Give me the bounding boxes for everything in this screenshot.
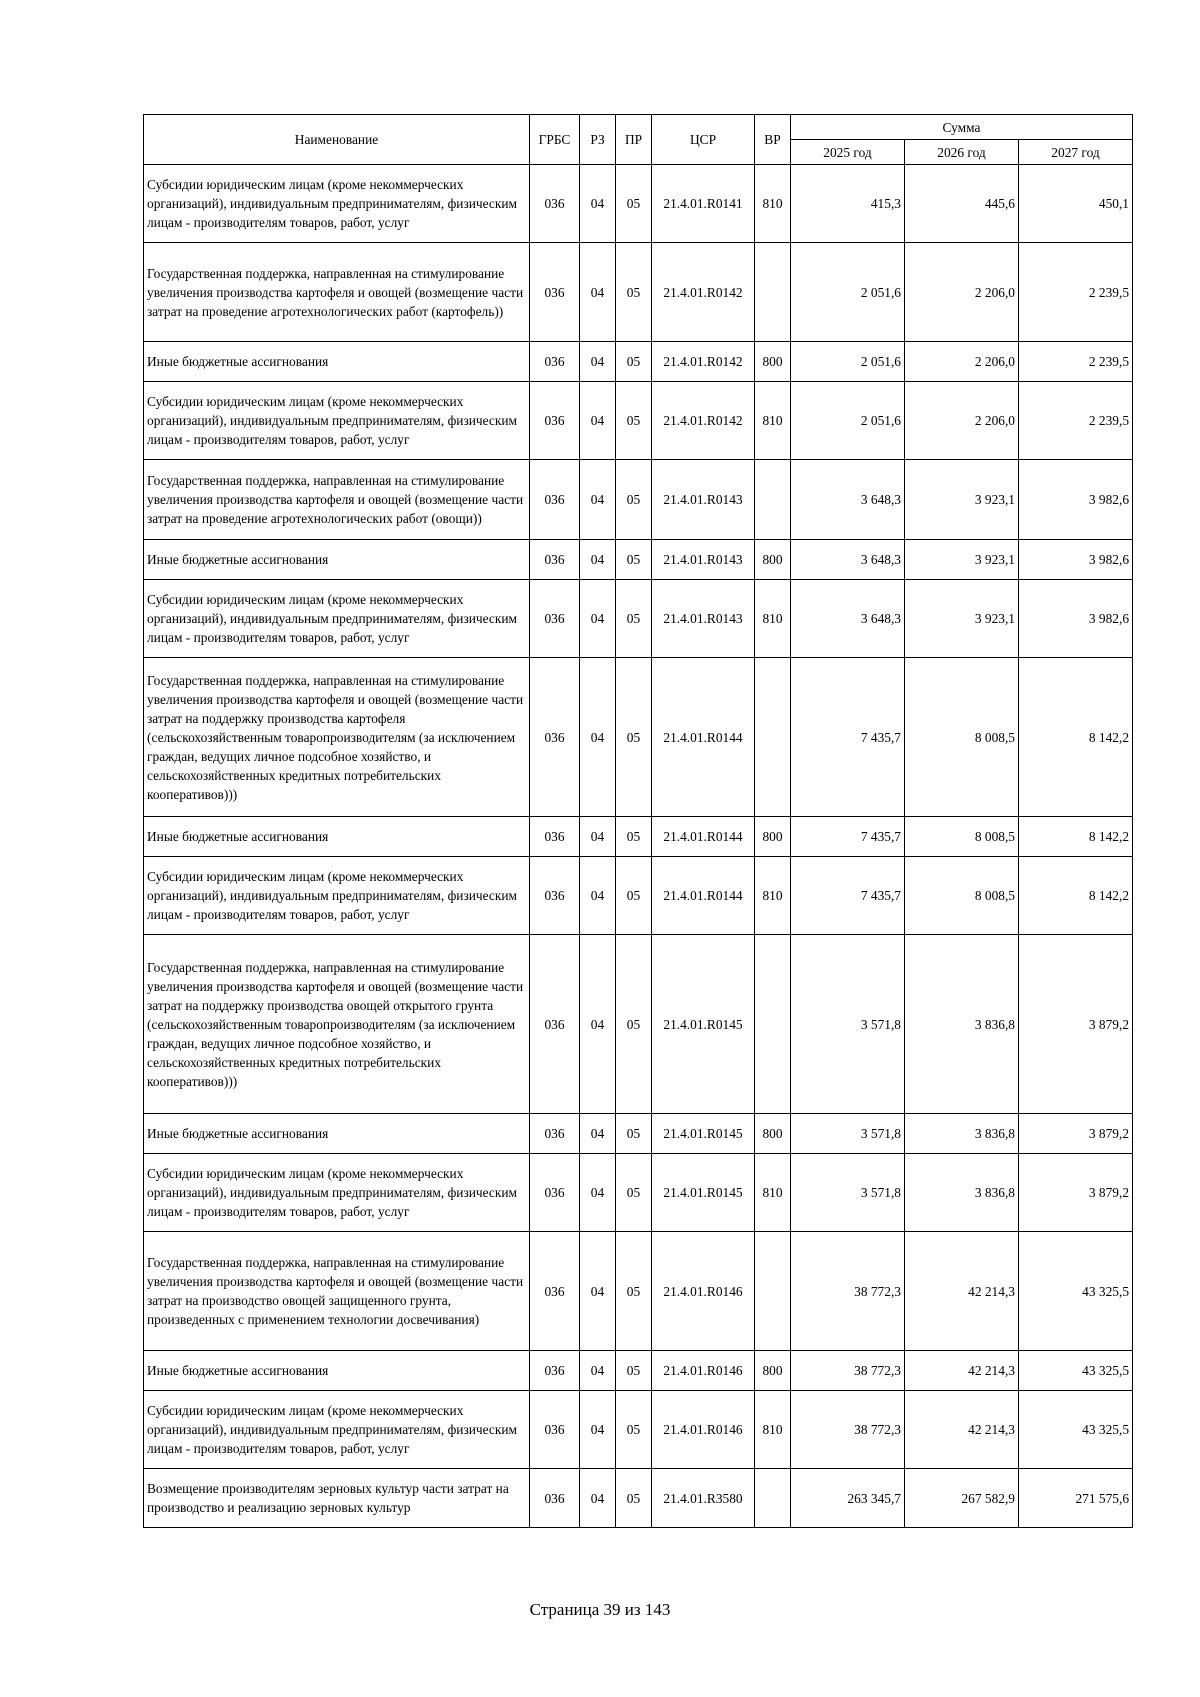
header-row <box>144 115 1133 140</box>
cell-pr: 05 <box>616 342 652 382</box>
cell-vr: 800 <box>755 817 791 857</box>
cell-grbs: 036 <box>530 817 580 857</box>
cell-name: Государственная поддержка, направленная на стимулирование увеличения производства картофеля и овощей (возмещение части затрат на проведение агротехнологических работ (картофель)) <box>144 243 530 342</box>
cell-rz: 04 <box>580 1469 616 1528</box>
cell-grbs: 036 <box>530 243 580 342</box>
cell-rz: 04 <box>580 460 616 540</box>
cell-csr: 21.4.01.R0142 <box>652 382 755 460</box>
cell-sum-2026: 3 923,1 <box>905 580 1019 658</box>
cell-rz: 04 <box>580 817 616 857</box>
table-row <box>144 1232 1133 1351</box>
cell-sum-2026: 2 206,0 <box>905 342 1019 382</box>
cell-csr: 21.4.01.R0143 <box>652 540 755 580</box>
cell-grbs: 036 <box>530 1351 580 1391</box>
cell-sum-2027: 3 982,6 <box>1019 540 1133 580</box>
cell-sum-2025: 2 051,6 <box>791 382 905 460</box>
table-row <box>144 658 1133 817</box>
cell-name: Государственная поддержка, направленная на стимулирование увеличения производства картофеля и овощей (возмещение части затрат на поддержку производства картофеля (сельскохозяйственным товаропроизводителям (за исключением граждан, ведущих личное подсобное хозяйство, и сельскохозяйственных кредитных потребительских кооперативов))) <box>144 658 530 817</box>
cell-csr: 21.4.01.R0144 <box>652 857 755 935</box>
table-row <box>144 540 1133 580</box>
cell-pr: 05 <box>616 1232 652 1351</box>
cell-sum-2025: 2 051,6 <box>791 243 905 342</box>
cell-sum-2027: 3 982,6 <box>1019 580 1133 658</box>
cell-sum-2027: 2 239,5 <box>1019 243 1133 342</box>
cell-grbs: 036 <box>530 1114 580 1154</box>
cell-grbs: 036 <box>530 1469 580 1528</box>
cell-csr: 21.4.01.R0141 <box>652 165 755 243</box>
cell-pr: 05 <box>616 1154 652 1232</box>
cell-csr: 21.4.01.R0144 <box>652 817 755 857</box>
cell-sum-2026: 2 206,0 <box>905 243 1019 342</box>
cell-name: Субсидии юридическим лицам (кроме некоммерческих организаций), индивидуальным предпринимателям, физическим лицам - производителям товаров, работ, услуг <box>144 165 530 243</box>
cell-grbs: 036 <box>530 342 580 382</box>
cell-sum-2027: 3 879,2 <box>1019 1154 1133 1232</box>
table-row <box>144 1469 1133 1528</box>
cell-vr: 810 <box>755 1391 791 1469</box>
col-header-vr: ВР <box>755 115 791 165</box>
cell-pr: 05 <box>616 165 652 243</box>
cell-sum-2025: 415,3 <box>791 165 905 243</box>
cell-name: Иные бюджетные ассигнования <box>144 817 530 857</box>
cell-sum-2025: 263 345,7 <box>791 1469 905 1528</box>
col-header-grbs: ГРБС <box>530 115 580 165</box>
cell-sum-2027: 2 239,5 <box>1019 342 1133 382</box>
cell-name: Субсидии юридическим лицам (кроме некоммерческих организаций), индивидуальным предпринимателям, физическим лицам - производителям товаров, работ, услуг <box>144 1154 530 1232</box>
cell-grbs: 036 <box>530 1154 580 1232</box>
cell-pr: 05 <box>616 817 652 857</box>
cell-sum-2027: 3 879,2 <box>1019 1114 1133 1154</box>
table-row <box>144 1351 1133 1391</box>
cell-vr: 810 <box>755 165 791 243</box>
cell-grbs: 036 <box>530 1232 580 1351</box>
cell-rz: 04 <box>580 243 616 342</box>
budget-table <box>143 114 1133 1528</box>
cell-sum-2026: 3 836,8 <box>905 1154 1019 1232</box>
cell-vr <box>755 1469 791 1528</box>
cell-sum-2025: 3 571,8 <box>791 1114 905 1154</box>
cell-sum-2025: 3 648,3 <box>791 540 905 580</box>
cell-vr: 810 <box>755 580 791 658</box>
cell-rz: 04 <box>580 580 616 658</box>
cell-csr: 21.4.01.R0144 <box>652 658 755 817</box>
cell-vr: 810 <box>755 857 791 935</box>
cell-pr: 05 <box>616 382 652 460</box>
cell-rz: 04 <box>580 935 616 1114</box>
cell-sum-2027: 271 575,6 <box>1019 1469 1133 1528</box>
cell-name: Иные бюджетные ассигнования <box>144 540 530 580</box>
cell-csr: 21.4.01.R0146 <box>652 1232 755 1351</box>
cell-rz: 04 <box>580 1114 616 1154</box>
cell-vr: 800 <box>755 540 791 580</box>
cell-name: Иные бюджетные ассигнования <box>144 1114 530 1154</box>
table-row <box>144 935 1133 1114</box>
cell-pr: 05 <box>616 1391 652 1469</box>
page-number: Страница 39 из 143 <box>529 1600 671 1619</box>
cell-vr <box>755 658 791 817</box>
cell-grbs: 036 <box>530 935 580 1114</box>
col-header-pr: ПР <box>616 115 652 165</box>
cell-grbs: 036 <box>530 165 580 243</box>
cell-sum-2025: 3 571,8 <box>791 935 905 1114</box>
cell-rz: 04 <box>580 1154 616 1232</box>
cell-sum-2026: 42 214,3 <box>905 1391 1019 1469</box>
cell-vr: 810 <box>755 382 791 460</box>
table-row <box>144 1154 1133 1232</box>
cell-sum-2026: 8 008,5 <box>905 857 1019 935</box>
cell-pr: 05 <box>616 243 652 342</box>
cell-name: Иные бюджетные ассигнования <box>144 342 530 382</box>
col-header-2025: 2025 год <box>791 140 905 165</box>
cell-name: Субсидии юридическим лицам (кроме некоммерческих организаций), индивидуальным предпринимателям, физическим лицам - производителям товаров, работ, услуг <box>144 857 530 935</box>
cell-grbs: 036 <box>530 1391 580 1469</box>
cell-sum-2027: 450,1 <box>1019 165 1133 243</box>
cell-pr: 05 <box>616 658 652 817</box>
cell-name: Возмещение производителям зерновых культур части затрат на производство и реализацию зерновых культур <box>144 1469 530 1528</box>
cell-csr: 21.4.01.R0142 <box>652 243 755 342</box>
table-row <box>144 342 1133 382</box>
table-row <box>144 580 1133 658</box>
cell-pr: 05 <box>616 540 652 580</box>
cell-name: Субсидии юридическим лицам (кроме некоммерческих организаций), индивидуальным предпринимателям, физическим лицам - производителям товаров, работ, услуг <box>144 1391 530 1469</box>
cell-sum-2025: 38 772,3 <box>791 1351 905 1391</box>
cell-grbs: 036 <box>530 857 580 935</box>
table-row <box>144 165 1133 243</box>
cell-sum-2025: 2 051,6 <box>791 342 905 382</box>
cell-sum-2027: 43 325,5 <box>1019 1391 1133 1469</box>
cell-name: Субсидии юридическим лицам (кроме некоммерческих организаций), индивидуальным предпринимателям, физическим лицам - производителям товаров, работ, услуг <box>144 580 530 658</box>
cell-sum-2027: 8 142,2 <box>1019 817 1133 857</box>
cell-rz: 04 <box>580 1232 616 1351</box>
cell-name: Государственная поддержка, направленная на стимулирование увеличения производства картофеля и овощей (возмещение части затрат на производство овощей защищенного грунта, произведенных с применением технологии досвечивания) <box>144 1232 530 1351</box>
cell-rz: 04 <box>580 857 616 935</box>
col-header-2027: 2027 год <box>1019 140 1133 165</box>
cell-sum-2027: 3 879,2 <box>1019 935 1133 1114</box>
cell-vr <box>755 935 791 1114</box>
table-row <box>144 1391 1133 1469</box>
cell-sum-2026: 42 214,3 <box>905 1351 1019 1391</box>
cell-csr: 21.4.01.R0146 <box>652 1391 755 1469</box>
table-body <box>144 165 1133 1528</box>
cell-grbs: 036 <box>530 382 580 460</box>
cell-rz: 04 <box>580 658 616 817</box>
cell-sum-2027: 2 239,5 <box>1019 382 1133 460</box>
cell-sum-2026: 3 923,1 <box>905 460 1019 540</box>
cell-pr: 05 <box>616 1351 652 1391</box>
cell-sum-2026: 3 836,8 <box>905 1114 1019 1154</box>
cell-csr: 21.4.01.R0142 <box>652 342 755 382</box>
cell-sum-2025: 38 772,3 <box>791 1391 905 1469</box>
cell-sum-2026: 42 214,3 <box>905 1232 1019 1351</box>
cell-name: Субсидии юридическим лицам (кроме некоммерческих организаций), индивидуальным предпринимателям, физическим лицам - производителям товаров, работ, услуг <box>144 382 530 460</box>
cell-pr: 05 <box>616 460 652 540</box>
cell-vr: 800 <box>755 1114 791 1154</box>
table-row <box>144 243 1133 342</box>
cell-csr: 21.4.01.R0145 <box>652 1154 755 1232</box>
cell-csr: 21.4.01.R0145 <box>652 935 755 1114</box>
cell-sum-2025: 7 435,7 <box>791 658 905 817</box>
cell-vr <box>755 460 791 540</box>
cell-rz: 04 <box>580 1391 616 1469</box>
cell-sum-2025: 3 648,3 <box>791 460 905 540</box>
cell-csr: 21.4.01.R0146 <box>652 1351 755 1391</box>
cell-csr: 21.4.01.R0145 <box>652 1114 755 1154</box>
cell-csr: 21.4.01.R3580 <box>652 1469 755 1528</box>
col-header-csr: ЦСР <box>652 115 755 165</box>
cell-grbs: 036 <box>530 658 580 817</box>
col-header-rz: РЗ <box>580 115 616 165</box>
cell-name: Иные бюджетные ассигнования <box>144 1351 530 1391</box>
cell-vr <box>755 243 791 342</box>
cell-rz: 04 <box>580 1351 616 1391</box>
cell-sum-2025: 3 571,8 <box>791 1154 905 1232</box>
cell-sum-2027: 8 142,2 <box>1019 658 1133 817</box>
cell-name: Государственная поддержка, направленная на стимулирование увеличения производства картофеля и овощей (возмещение части затрат на проведение агротехнологических работ (овощи)) <box>144 460 530 540</box>
col-header-2026: 2026 год <box>905 140 1019 165</box>
table-row <box>144 382 1133 460</box>
cell-pr: 05 <box>616 857 652 935</box>
cell-vr: 800 <box>755 1351 791 1391</box>
table-row <box>144 1114 1133 1154</box>
cell-csr: 21.4.01.R0143 <box>652 460 755 540</box>
cell-rz: 04 <box>580 165 616 243</box>
cell-vr: 800 <box>755 342 791 382</box>
cell-vr: 810 <box>755 1154 791 1232</box>
table-row <box>144 460 1133 540</box>
cell-sum-2027: 3 982,6 <box>1019 460 1133 540</box>
cell-grbs: 036 <box>530 460 580 540</box>
cell-rz: 04 <box>580 342 616 382</box>
cell-pr: 05 <box>616 1114 652 1154</box>
cell-sum-2026: 3 836,8 <box>905 935 1019 1114</box>
cell-pr: 05 <box>616 935 652 1114</box>
cell-sum-2026: 2 206,0 <box>905 382 1019 460</box>
cell-sum-2025: 7 435,7 <box>791 817 905 857</box>
cell-sum-2026: 8 008,5 <box>905 658 1019 817</box>
cell-sum-2026: 8 008,5 <box>905 817 1019 857</box>
cell-rz: 04 <box>580 382 616 460</box>
cell-csr: 21.4.01.R0143 <box>652 580 755 658</box>
cell-sum-2026: 3 923,1 <box>905 540 1019 580</box>
cell-rz: 04 <box>580 540 616 580</box>
col-header-name: Наименование <box>144 115 530 165</box>
table-row <box>144 817 1133 857</box>
cell-sum-2025: 7 435,7 <box>791 857 905 935</box>
cell-grbs: 036 <box>530 540 580 580</box>
cell-sum-2027: 8 142,2 <box>1019 857 1133 935</box>
cell-name: Государственная поддержка, направленная на стимулирование увеличения производства картофеля и овощей (возмещение части затрат на поддержку производства овощей открытого грунта (сельскохозяйственным товаропроизводителям (за исключением граждан, ведущих личное подсобное хозяйство, и сельскохозяйственных кредитных потребительских кооперативов))) <box>144 935 530 1114</box>
table-row <box>144 857 1133 935</box>
cell-sum-2027: 43 325,5 <box>1019 1351 1133 1391</box>
col-header-sum: Сумма <box>791 115 1133 140</box>
cell-sum-2025: 3 648,3 <box>791 580 905 658</box>
cell-sum-2025: 38 772,3 <box>791 1232 905 1351</box>
cell-grbs: 036 <box>530 580 580 658</box>
cell-vr <box>755 1232 791 1351</box>
cell-sum-2026: 445,6 <box>905 165 1019 243</box>
cell-sum-2026: 267 582,9 <box>905 1469 1019 1528</box>
cell-pr: 05 <box>616 1469 652 1528</box>
cell-pr: 05 <box>616 580 652 658</box>
cell-sum-2027: 43 325,5 <box>1019 1232 1133 1351</box>
